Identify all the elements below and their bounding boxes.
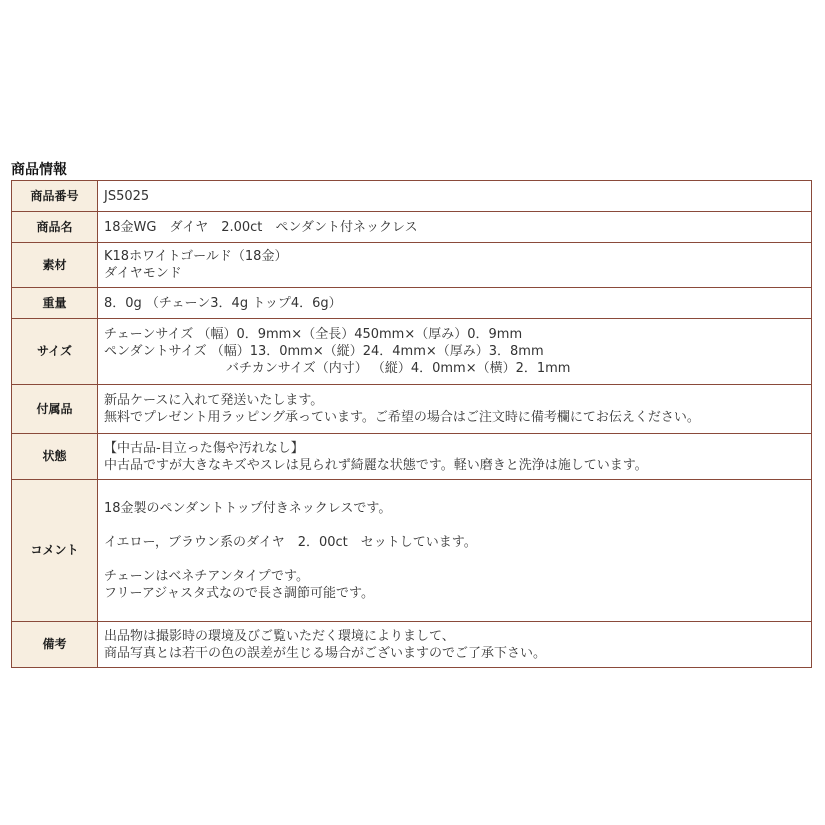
section-title: 商品情報 <box>11 162 67 178</box>
label-weight: 重量 <box>12 288 98 319</box>
comment-line: フリーアジャスタ式なので長さ調節可能です。 <box>104 585 375 601</box>
material-line: ダイヤモンド <box>104 266 182 281</box>
label-accessories: 付属品 <box>12 385 98 434</box>
row-condition <box>12 434 812 480</box>
label-material: 素材 <box>12 243 98 288</box>
material-line: K18ホワイトゴールド（18金） <box>104 249 288 264</box>
label-remarks: 備考 <box>12 622 98 668</box>
row-material <box>12 243 812 288</box>
row-remarks <box>12 622 812 668</box>
product-name-text: 18金WG ダイヤ 2.00ct ペンダント付ネックレス <box>104 219 418 235</box>
label-comment: コメント <box>12 480 98 622</box>
row-weight <box>12 288 812 319</box>
value-remarks <box>98 622 812 668</box>
row-comment <box>12 480 812 622</box>
condition-line: 中古品ですが大きなキズやスレは見られず綺麗な状態です。軽い磨きと洗浄は施しています。 <box>104 457 648 473</box>
size-line: バチカンサイズ（内寸） （縦）4．0mm×（横）2．1mm <box>226 361 571 376</box>
label-condition: 状態 <box>12 434 98 480</box>
value-material <box>98 243 812 288</box>
size-line: ペンダントサイズ （幅）13．0mm×（縦）24．4mm×（厚み）3．8mm <box>104 344 544 359</box>
row-product-number <box>12 181 812 212</box>
label-product-number: 商品番号 <box>12 181 98 212</box>
weight-text: 8．0g （チェーン3．4g トップ4．6g） <box>104 295 342 311</box>
accessories-line: 新品ケースに入れて発送いたします。 <box>104 393 324 408</box>
remarks-line: 出品物は撮影時の環境及びご覧いただく環境によりまして、 <box>104 628 455 644</box>
value-product-name <box>98 212 812 243</box>
value-comment <box>98 480 812 622</box>
label-product-name: 商品名 <box>12 212 98 243</box>
label-size: サイズ <box>12 319 98 385</box>
comment-line: 18金製のペンダントトップ付きネックレスです。 <box>104 500 392 516</box>
row-product-name <box>12 212 812 243</box>
value-accessories <box>98 385 812 434</box>
comment-line: チェーンはベネチアンタイプです。 <box>104 568 310 584</box>
row-size <box>12 319 812 385</box>
comment-spacer <box>104 517 811 534</box>
comment-spacer <box>104 551 811 568</box>
comment-line: イエロー，ブラウン系のダイヤ 2．00ct セットしています。 <box>104 534 477 550</box>
value-size <box>98 319 812 385</box>
accessories-line: 無料でプレゼント用ラッピング承っています。ご希望の場合はご注文時に備考欄にてお伝えください。 <box>104 410 700 425</box>
product-info-table <box>11 180 812 668</box>
row-accessories <box>12 385 812 434</box>
remarks-line: 商品写真とは若干の色の誤差が生じる場合がございますのでご了承下さい。 <box>104 645 547 661</box>
value-condition <box>98 434 812 480</box>
product-number-text: JS5025 <box>104 188 150 204</box>
size-line: チェーンサイズ （幅）0．9mm×（全長）450mm×（厚み）0．9mm <box>104 327 523 342</box>
value-product-number <box>98 181 812 212</box>
value-weight <box>98 288 812 319</box>
condition-line: 【中古品‐目立った傷や汚れなし】 <box>104 440 304 456</box>
